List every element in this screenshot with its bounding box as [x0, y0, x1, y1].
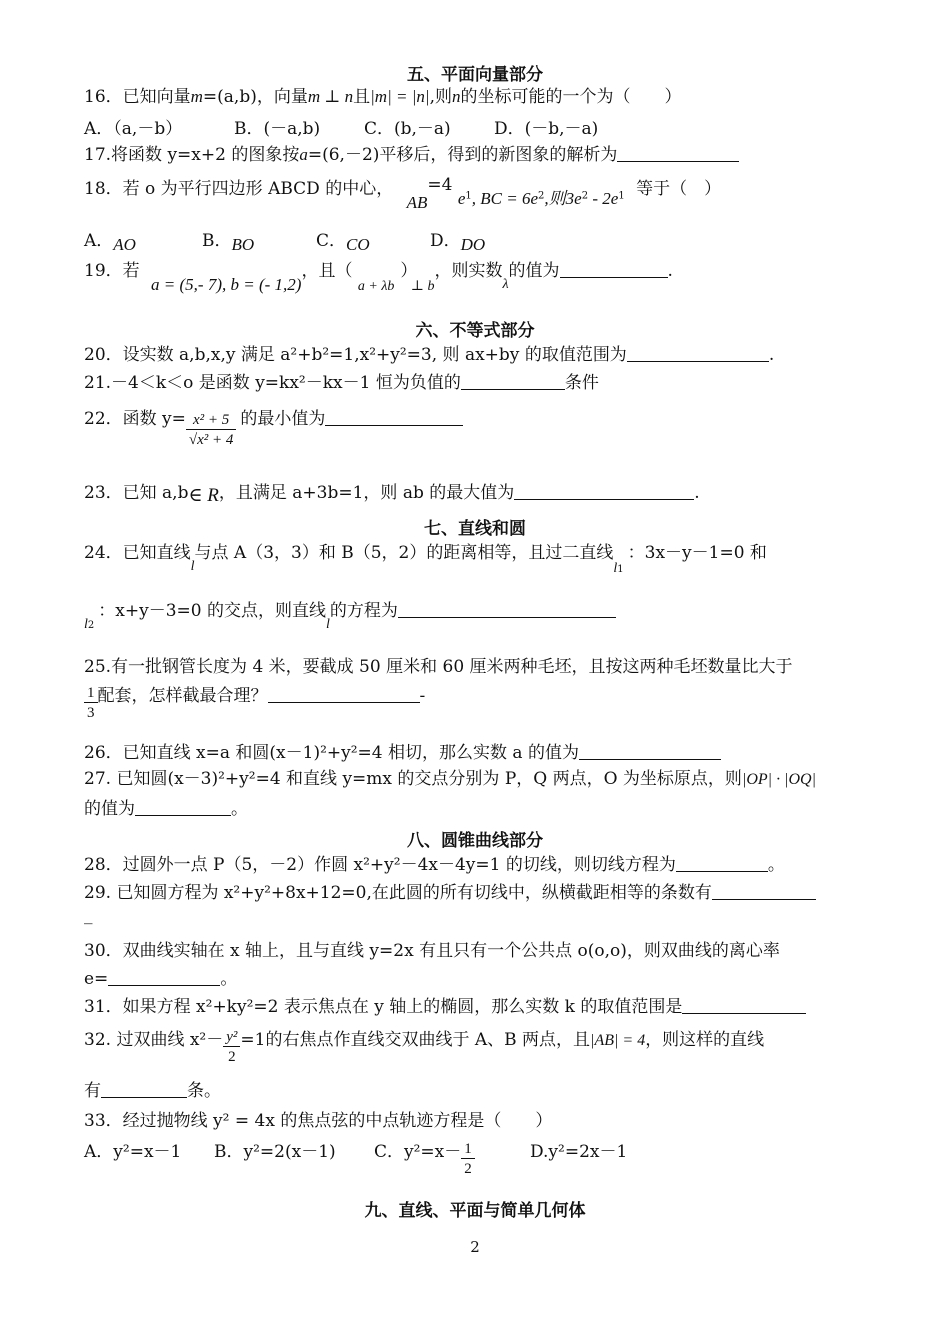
q31-blank [682, 997, 806, 1014]
q27-math: |OP| · |OQ| [741, 771, 816, 788]
q32-t2: ，则这样的直线 [645, 1030, 765, 1050]
q23-end: . [694, 483, 700, 503]
q25-t1: 配套，怎样截最合理？ [97, 686, 268, 706]
section-heading-lines-circles: 七、直线和圆 [424, 519, 526, 539]
q24-l3: l [325, 617, 330, 632]
q19-t2: ） [400, 261, 418, 281]
question-29 [84, 882, 840, 904]
q30-blank [108, 969, 220, 986]
q18-then-sub: 2 [581, 190, 589, 202]
q22-prefix: 22．函数 y= [84, 409, 186, 429]
q16-n: n [451, 87, 461, 106]
q16-option-b: B．(－a,b) [234, 119, 321, 139]
q26-text: 26．已知直线 x=a 和圆(x－1)²+y²=4 相切，那么实数 a 的值为 [84, 743, 579, 763]
question-22 [84, 408, 840, 468]
q24-t4: 的方程为 [329, 601, 398, 621]
q19-t1: ，且（ [301, 261, 353, 281]
question-26 [84, 742, 840, 764]
q32-ab: |AB| = 4 [590, 1032, 646, 1049]
q16-t2: 且 [353, 87, 371, 107]
q18-option-d-math: DO [460, 235, 486, 254]
q24-l: l [190, 559, 195, 574]
q30-end: 。 [220, 969, 238, 989]
q24-t3: ：x+y－3=0 的交点，则直线 [98, 601, 326, 621]
question-33 [84, 1110, 840, 1132]
section-heading-solid-geometry: 九、直线、平面与简单几何体 [364, 1201, 586, 1221]
q17-a: a [299, 145, 308, 164]
q23-in: ∈ R [188, 485, 219, 506]
q18-minus: - 2e [588, 189, 619, 208]
q16-t4: 的坐标可能的一个为（ ） [460, 87, 682, 107]
q19-t3: ，则实数 [434, 261, 503, 281]
q17-prefix: 17.将函数 y=x+2 的图象按 [84, 145, 300, 165]
q24-t1: 与点 A（3，3）和 B（5，2）的距离相等，且过二直线 [194, 543, 614, 563]
q20-end: . [768, 345, 775, 365]
q18-mid: , BC = 6e [471, 189, 539, 208]
q16-option-c: C．(b,－a) [364, 119, 451, 139]
q17-blank [617, 145, 739, 162]
question-30-line2 [84, 968, 840, 990]
q22-denominator: √x² + 4 [186, 429, 237, 450]
q27-end: 。 [231, 799, 248, 819]
question-20 [84, 344, 840, 366]
q29-text: 29. 已知圆方程为 x²+y²+8x+12=0,在此圆的所有切线中，纵横截距相等的条数有 [84, 883, 712, 903]
q18-t1: =4 [427, 175, 453, 195]
q32-end: 条。 [187, 1081, 221, 1101]
q16-perp: m ⊥ n [307, 87, 354, 106]
q27-blank [135, 799, 231, 816]
q16-option-a: A．（a,－b） [84, 119, 183, 139]
section-heading-vectors: 五、平面向量部分 [407, 65, 543, 85]
q21-end: 条件 [564, 373, 599, 393]
q19-vectors: a = (5,- 7), b = (- 1,2) [151, 275, 302, 294]
q19-lambda: λ [502, 277, 509, 292]
q18-option-d-label: D． [430, 231, 461, 251]
q28-end: 。 [767, 855, 785, 875]
q29-blank [712, 883, 816, 900]
question-21 [84, 372, 840, 394]
question-25-line2 [84, 684, 840, 734]
question-33-options [84, 1140, 840, 1190]
q22-blank [325, 409, 463, 426]
q16-m: m [190, 87, 203, 106]
q33-option-b: B．y²=2(x－1) [214, 1142, 336, 1162]
q17-t1: =(6,－2)平移后，得到的新图象的解析为 [307, 145, 618, 165]
question-31 [84, 996, 840, 1018]
question-30-line1 [84, 940, 840, 962]
q33-option-c-denominator: 2 [461, 1158, 475, 1179]
question-16 [84, 86, 840, 108]
q24-l1-sub: 1 [617, 564, 624, 576]
q33-option-d: D.y²=2x－1 [530, 1142, 628, 1162]
q18-option-c-label: C． [316, 231, 347, 251]
q18-t2: 等于（ ） [636, 179, 722, 199]
q28-blank [676, 855, 768, 872]
q18-mid-sub: 2 [538, 190, 545, 202]
q22-numerator: x² + 5 [193, 412, 230, 428]
q19-blank [560, 261, 668, 278]
q27-line2: 的值为 [84, 799, 135, 819]
question-28 [84, 854, 840, 876]
section-heading-inequalities: 六、不等式部分 [415, 321, 535, 341]
section-heading-conics: 八、圆锥曲线部分 [407, 831, 543, 851]
q23-blank [514, 483, 694, 500]
q32-line2: 有 [84, 1081, 101, 1101]
q31-text: 31．如果方程 x²+ky²=2 表示焦点在 y 轴上的椭圆，那么实数 k 的取值范围是 [84, 997, 683, 1017]
q18-option-b-math: BO [231, 235, 255, 254]
q16-t1: =(a,b)，向量 [202, 87, 308, 107]
q30-line2: e= [84, 969, 109, 989]
q20-text: 20．设实数 a,b,x,y 满足 a²+b²=1,x²+y²=3, 则 ax+by 的取值范围为 [84, 345, 627, 365]
q22-t1: 的最小值为 [240, 409, 326, 429]
q24-l2: l [84, 617, 88, 632]
q28-text: 28．过圆外一点 P（5，－2）作圆 x²+y²－4x－4y=1 的切线，则切线方程为 [84, 855, 676, 875]
q24-prefix: 24．已知直线 [84, 543, 191, 563]
question-18-options [84, 230, 840, 252]
q24-blank [398, 601, 616, 618]
q16-prefix: 16．已知向量 [84, 87, 191, 107]
question-24-line2 [84, 600, 840, 636]
question-19 [84, 260, 840, 296]
q24-l1: l [613, 561, 618, 576]
q21-text: 21.－4＜k＜o 是函数 y=kx²－kx－1 恒为负值的 [84, 373, 461, 393]
q19-t4: 的值为 [508, 261, 560, 281]
q18-prefix: 18．若 o 为平行四边形 ABCD 的中心， [84, 179, 394, 199]
q19-expr: a + λb [357, 279, 395, 294]
question-29-cont [84, 904, 840, 926]
q32-blank [101, 1081, 187, 1098]
q32-t1: =1的右焦点作直线交双曲线于 A、B 两点，且 [240, 1030, 591, 1050]
q18-option-c-math: CO [346, 235, 370, 254]
q25-line1: 25.有一批钢管长度为 4 米，要截成 50 厘米和 60 厘米两种毛坯，且按这两种毛坯数量比大于 [84, 657, 793, 677]
q16-t3: ,则 [429, 87, 452, 107]
question-25-line1 [84, 656, 840, 678]
q32-numerator: y² [226, 1029, 238, 1045]
q25-end: - [419, 686, 426, 706]
q32-prefix: 32. 过双曲线 x²－ [84, 1030, 224, 1050]
q19-prefix: 19．若 [84, 261, 140, 281]
q23-t1: ，且满足 a+3b=1，则 ab 的最大值为 [218, 483, 515, 503]
q26-blank [579, 743, 721, 760]
q18-then: ,则3e [544, 189, 582, 208]
q24-l2-sub: 2 [87, 620, 95, 632]
question-32-line1 [84, 1028, 840, 1078]
q16-option-d: D．(－b,－a) [494, 119, 599, 139]
q33-option-c-numerator: 1 [464, 1141, 472, 1157]
question-16-options [84, 118, 840, 140]
q18-minus-sub: 1 [618, 190, 625, 202]
q27-line1: 27. 已知圆(x－3)²+y²=4 和直线 y=mx 的交点分别为 P，Q 两点，O 为坐标原点，则 [84, 769, 742, 789]
q32-denominator: 2 [223, 1046, 240, 1067]
q18-e1-sub: 1 [465, 190, 472, 202]
q18-option-a-math: AO [113, 235, 136, 254]
q18-e1: e [457, 189, 466, 208]
question-17 [84, 144, 840, 166]
q21-blank [461, 373, 565, 390]
question-32-line2 [84, 1080, 840, 1102]
q33-option-a: A．y²=x－1 [84, 1142, 182, 1162]
question-27-line2 [84, 798, 840, 820]
q30-line1: 30．双曲线实轴在 x 轴上，且与直线 y=2x 有且只有一个公共点 o(o,o)，则双曲线的离心率 [84, 941, 780, 961]
q25-denominator: 3 [84, 702, 98, 723]
q24-t2: ：3x－y－1=0 和 [627, 543, 767, 563]
page-number: 2 [470, 1238, 480, 1256]
question-24-line1 [84, 542, 840, 578]
q20-blank [627, 345, 769, 362]
q25-numerator: 1 [87, 685, 95, 701]
q19-perp: ⊥ b [410, 279, 435, 294]
q18-ab: AB [406, 193, 428, 212]
q16-eq: |m| = |n| [370, 87, 430, 106]
question-23 [84, 482, 840, 504]
q25-blank [268, 686, 420, 703]
q19-end: . [667, 261, 673, 281]
q33-text: 33．经过抛物线 y² = 4x 的焦点弦的中点轨迹方程是（ ） [84, 1111, 553, 1131]
q18-option-b-label: B． [202, 231, 232, 251]
question-18 [84, 175, 840, 214]
q23-prefix: 23．已知 a,b [84, 483, 189, 503]
q33-option-c: C．y²=x－ [374, 1142, 462, 1162]
q29-cont: _ [84, 905, 93, 925]
q18-option-a-label: A． [84, 231, 114, 251]
question-27-line1 [84, 768, 840, 791]
